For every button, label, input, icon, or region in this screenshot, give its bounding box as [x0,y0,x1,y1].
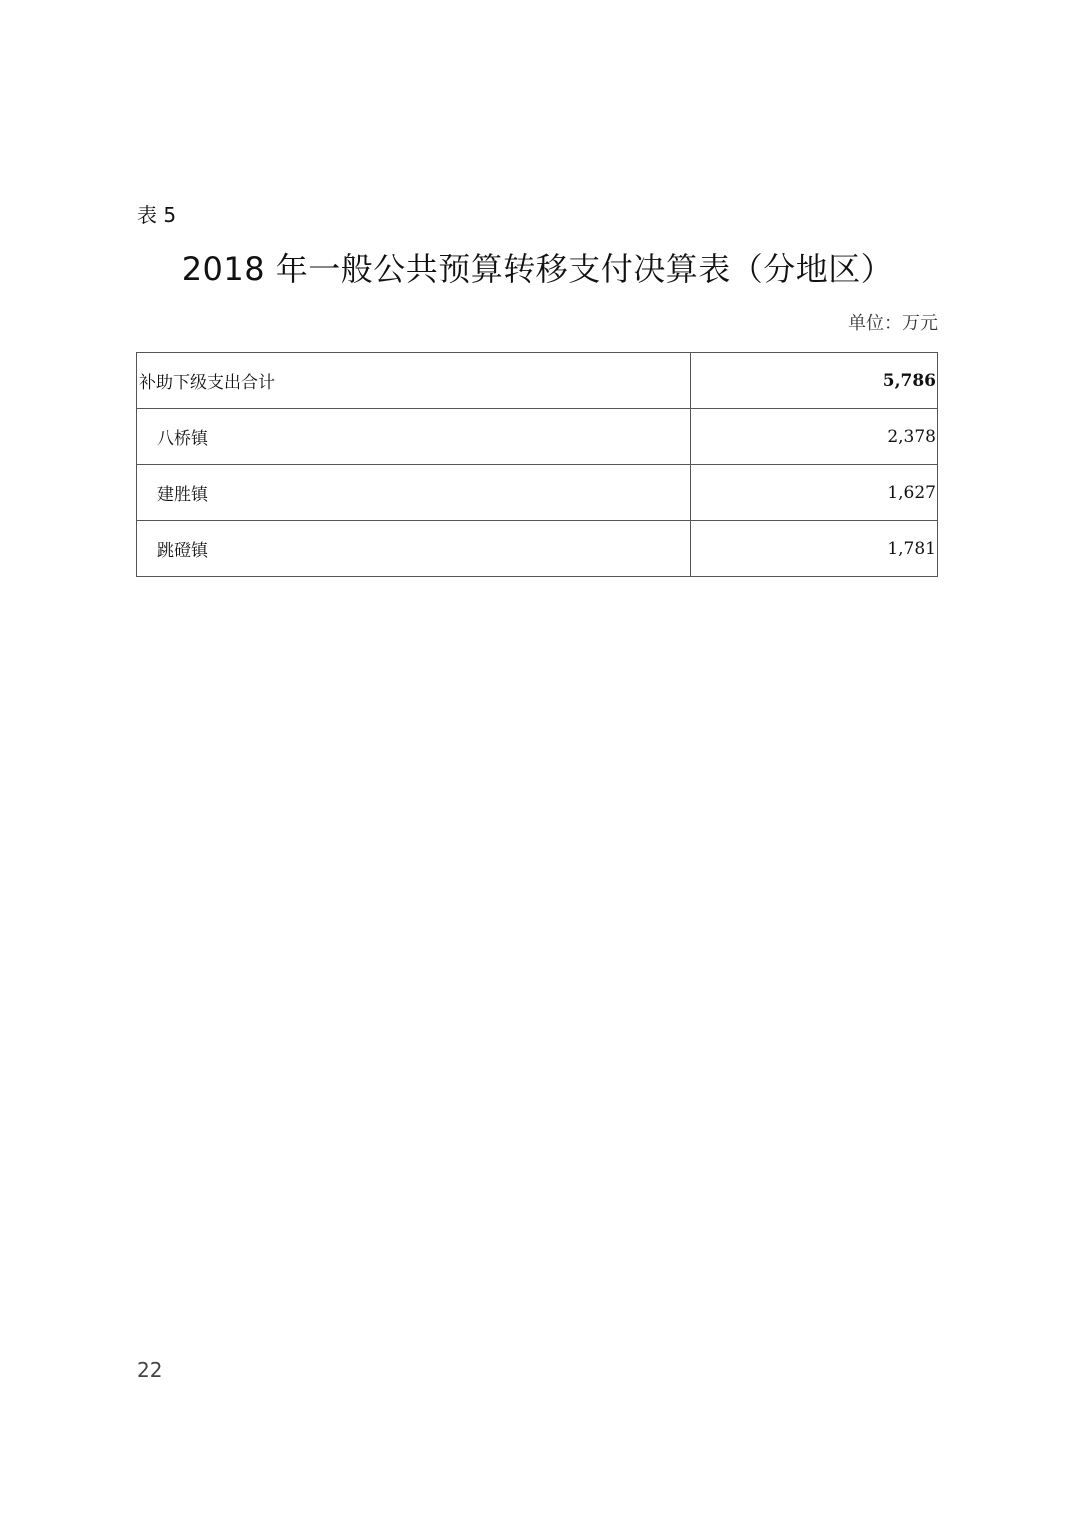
page-number: 22 [137,1358,163,1382]
row-name: 补助下级支出合计 [137,353,691,409]
row-name: 八桥镇 [137,409,691,465]
row-value: 1,781 [691,521,938,577]
table-row [137,521,938,577]
page-title: 2018 年一般公共预算转移支付决算表（分地区） [181,250,894,288]
row-value: 5,786 [691,353,938,409]
row-name: 跳磴镇 [137,521,691,577]
table-row [137,409,938,465]
table-row [137,465,938,521]
transfer-payment-table [136,352,938,577]
table-row-total [137,353,938,409]
unit-label: 单位：万元 [848,313,938,334]
row-value: 2,378 [691,409,938,465]
table-label: 表 5 [137,203,177,227]
row-value: 1,627 [691,465,938,521]
row-name: 建胜镇 [137,465,691,521]
